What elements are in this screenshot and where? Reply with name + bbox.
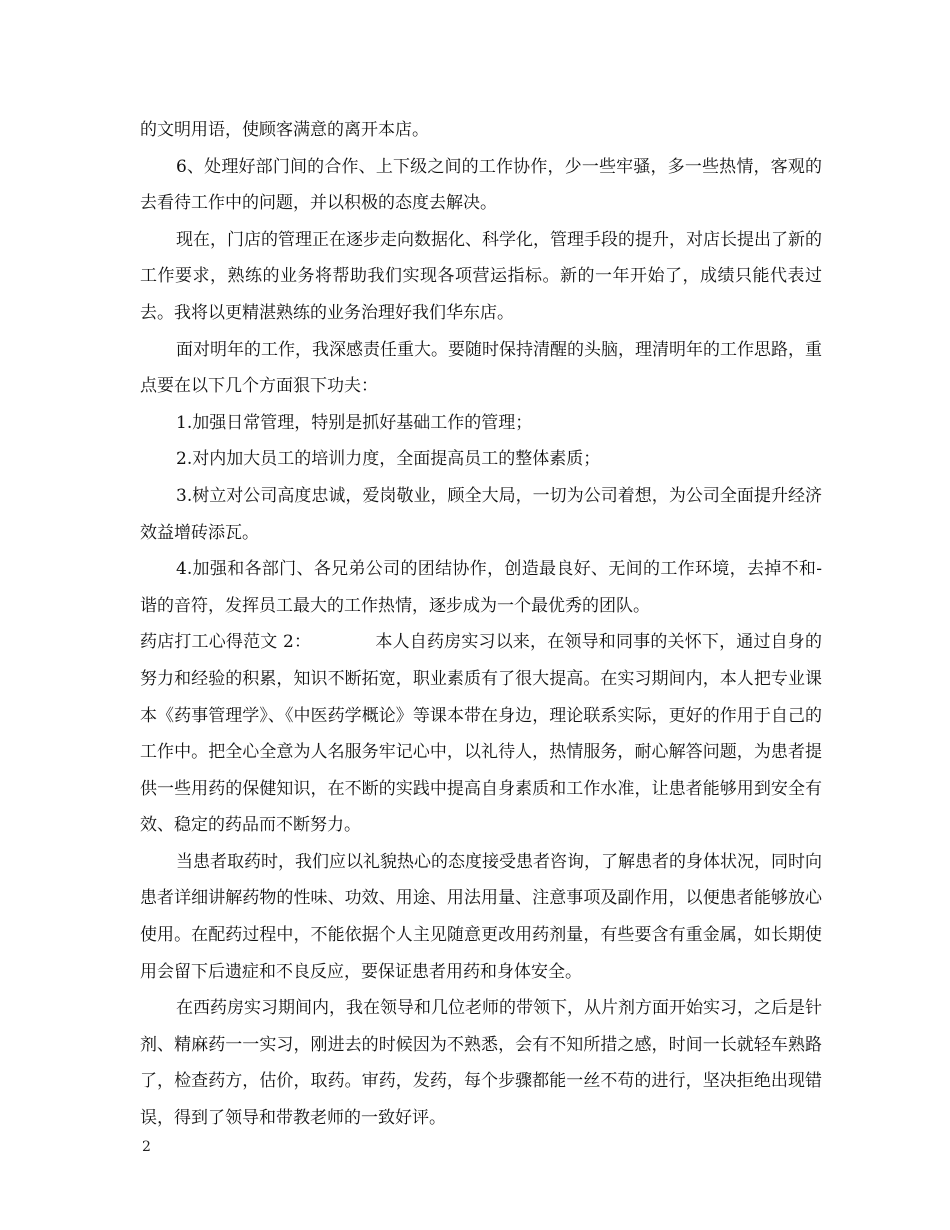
document-body <box>140 112 822 1137</box>
paragraph: 当患者取药时，我们应以礼貌热心的态度接受患者咨询，了解患者的身体状况，同时向患者详细讲解药物的性味、功效、用途、用法用量、注意事项及副作用，以便患者能够放心使用。在配药过程中，不能依据个人主见随意更改用药剂量，有些要含有重金属，如长期使用会留下后遗症和不良反应，要保证患者用药和身体安全。 <box>140 851 822 982</box>
paragraph: 的文明用语，使顾客满意的离开本店。 <box>140 120 429 140</box>
page-number: 2 <box>142 1139 151 1155</box>
section-paragraph <box>140 624 822 844</box>
paragraph: 现在，门店的管理正在逐步走向数据化、科学化，管理手段的提升，对店长提出了新的工作要求，熟练的业务将帮助我们实现各项营运指标。新的一年开始了，成绩只能代表过去。我将以更精湛熟练的业务治理好我们华东店。 <box>140 229 822 323</box>
list-item: 2.对内加大员工的培训力度，全面提高员工的整体素质； <box>176 449 601 470</box>
list-item: 4.加强和各部门、各兄弟公司的团结协作，创造最良好、无间的工作环境，去掉不和-谐的音符，发挥员工最大的工作热情，逐步成为一个最优秀的团队。 <box>140 559 822 616</box>
list-item: 1.加强日常管理，特别是抓好基础工作的管理； <box>176 412 533 433</box>
paragraph: 6、处理好部门间的合作、上下级之间的工作协作，少一些牢骚，多一些热情，客观的去看待工作中的问题，并以积极的态度去解决。 <box>140 156 822 214</box>
section-intro: 本人自药房实习以来，在领导和同事的关怀下，通过自身的努力和经验的积累，知识不断拓宽，职业素质有了很大提高。在实习期间内，本人把专业课本《药事管理学》、《中医药学概论》等课本带在身边，理论联系实际，更好的作用于自己的工作中。把全心全意为人名服务牢记心中，以礼待人，热情服务，耐心解答问题，为患者提供一些用药的保健知识，在不断的实践中提高自身素质和工作水准，让患者能够用到安全有效、稳定的药品而不断努力。 <box>140 632 822 836</box>
list-item: 3.树立对公司高度忠诚，爱岗敬业，顾全大局，一切为公司着想，为公司全面提升经济效益增砖添瓦。 <box>140 485 822 543</box>
paragraph: 在西药房实习期间内，我在领导和几位老师的带领下，从片剂方面开始实习，之后是针剂、精麻药一一实习，刚进去的时候因为不熟悉，会有不知所措之感，时间一长就轻车熟路了，检查药方，估价，取药。审药，发药，每个步骤都能一丝不苟的进行，坚决拒绝出现错误，得到了领导和带教老师的一致好评。 <box>140 998 822 1129</box>
section-heading: 药店打工心得范文 2： <box>140 632 312 653</box>
paragraph: 面对明年的工作，我深感责任重大。要随时保持清醒的头脑，理清明年的工作思路，重点要在以下几个方面狠下功夫： <box>140 339 822 397</box>
